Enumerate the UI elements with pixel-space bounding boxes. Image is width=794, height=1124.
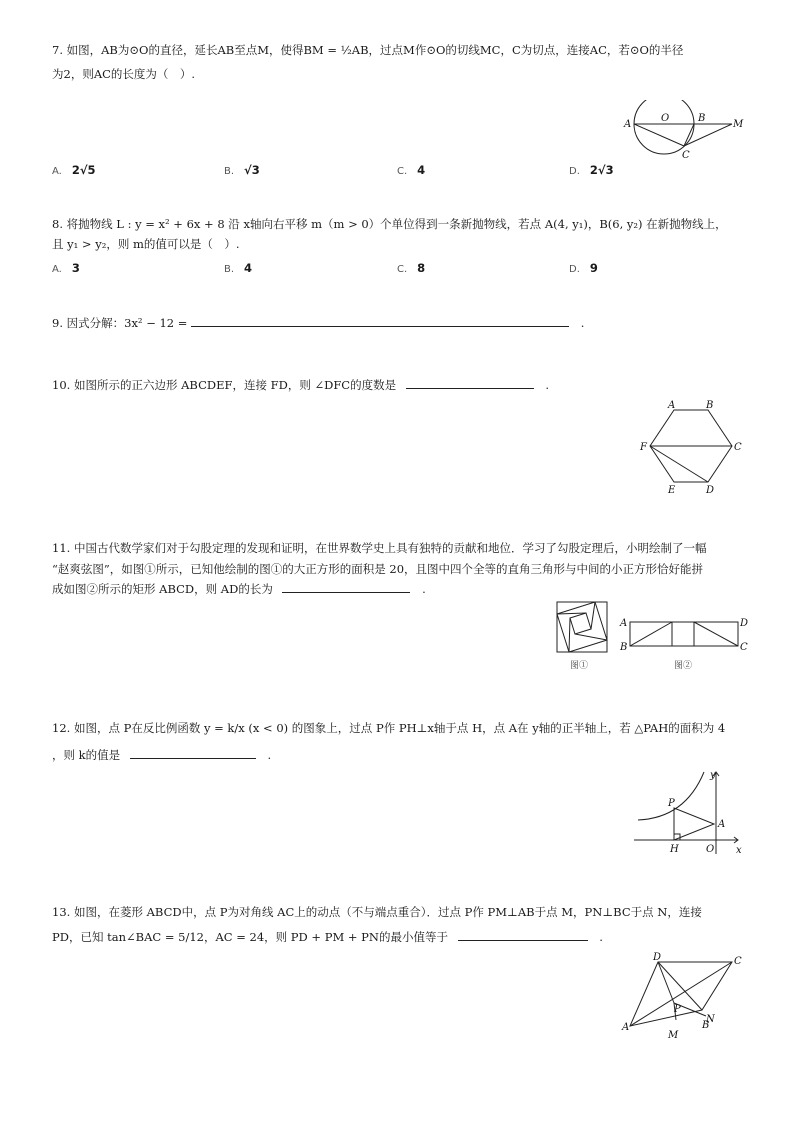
q8-line1: 8. 将抛物线 L : y = x² + 6x + 8 沿 x轴向右平移 m（m > 0）个单位得到一条新抛物线，若点 A(4, y₁)，B(6, y₂) 在新抛物线上，	[52, 217, 727, 231]
q11-line2: “赵爽弦图”，如图①所示，已知他绘制的图①的大正方形的面积是 20，且图中四个全等的直角三角形与中间的小正方形恰好能拼	[52, 562, 704, 576]
q12-label-y: y	[710, 770, 716, 781]
q12-answer-blank[interactable]	[130, 746, 256, 759]
q8-option-b[interactable]: B. 4	[224, 261, 253, 275]
q13-line2-wrap	[52, 928, 603, 945]
q12-line2-wrap	[52, 746, 271, 763]
q10-answer-blank[interactable]	[406, 376, 534, 389]
q13-label-n: N	[706, 1014, 715, 1025]
q8-option-d[interactable]: D. 9	[569, 261, 598, 275]
q13-label-c: C	[734, 956, 742, 967]
q11-label-a: A	[620, 618, 628, 629]
q7-option-b[interactable]: B. √3	[224, 163, 260, 177]
q7-option-a[interactable]: A. 2√5	[52, 163, 96, 177]
q12-end: .	[267, 748, 272, 762]
q7-label-b: B	[698, 113, 706, 124]
q12-label-h: H	[670, 844, 679, 855]
q13-answer-blank[interactable]	[458, 928, 588, 941]
q9-line	[52, 314, 584, 331]
q8-line2: 且 y₁ > y₂，则 m的值可以是（ ）.	[52, 237, 240, 251]
q12-label-x: x	[736, 845, 742, 856]
q12-line1: 12. 如图，点 P在反比例函数 y = k/x (x < 0) 的图象上，过点 P作 PH⊥x轴于点 H，点 A在 y轴的正半轴上，若 △PAH的面积为 4	[52, 721, 726, 735]
q7-label-c: C	[682, 150, 690, 161]
q11-label-b: B	[620, 642, 628, 653]
q7-label-a: A	[624, 119, 632, 130]
q8-option-c[interactable]: C. 8	[397, 261, 426, 275]
q11-figure2	[618, 612, 748, 672]
q10-label-c: C	[734, 442, 742, 453]
q13-label-m: M	[668, 1030, 679, 1041]
q7-line2: 为2，则AC的长度为（ ）.	[52, 67, 196, 81]
q7-option-d[interactable]: D. 2√3	[569, 163, 614, 177]
q13-figure	[620, 950, 750, 1042]
q7-label-o: O	[661, 113, 670, 124]
q10-end: .	[545, 378, 550, 392]
q13-end: .	[599, 930, 603, 944]
q7-label-m: M	[733, 119, 744, 130]
q13-line1: 13. 如图，在菱形 ABCD中，点 P为对角线 AC上的动点（不与端点重合）．过点 P作 PM⊥AB于点 M，PN⊥BC于点 N，连接	[52, 905, 702, 919]
q10-line	[52, 376, 549, 393]
q11-line1: 11. 中国古代数学家们对于勾股定理的发现和证明，在世界数学史上具有独特的贡献和地位．学习了勾股定理后，小明绘制了一幅	[52, 541, 707, 555]
q12-label-a: A	[718, 819, 726, 830]
q10-label-b: B	[706, 400, 714, 411]
q13-line2: PD，已知 tan∠BAC = 5/12，AC = 24，则 PD + PM + PN的最小值等于	[52, 930, 448, 944]
q12-line2: ，则 k的值是	[52, 748, 121, 762]
q7-option-c[interactable]: C. 4	[397, 163, 426, 177]
q7-figure	[620, 100, 750, 170]
q13-label-b: B	[702, 1020, 710, 1031]
q11-line3-wrap	[52, 580, 426, 597]
q11-label-c: C	[740, 642, 748, 653]
q10-text: 10. 如图所示的正六边形 ABCDEF，连接 FD，则 ∠DFC的度数是	[52, 378, 397, 392]
q12-figure	[630, 766, 750, 858]
q8-option-a[interactable]: A. 3	[52, 261, 80, 275]
q12-label-o: O	[706, 844, 715, 855]
q7-line1: 7. 如图，AB为⊙O的直径，延长AB至点M，使得BM = ½AB，过点M作⊙O的切线MC，C为切点，连接AC，若⊙O的半径	[52, 43, 684, 57]
q9-end: .	[580, 316, 585, 330]
q11-figure1	[552, 600, 612, 672]
q13-label-d: D	[653, 952, 662, 963]
q11-answer-blank[interactable]	[282, 580, 410, 593]
q10-figure	[636, 396, 748, 496]
q13-label-p: P	[674, 1004, 681, 1015]
q12-label-p: P	[668, 798, 675, 809]
q10-label-a: A	[668, 400, 676, 411]
q9-answer-blank[interactable]	[191, 314, 569, 327]
q11-caption-2: 图②	[674, 661, 693, 671]
q9-text: 9. 因式分解：3x² − 12 =	[52, 316, 188, 330]
q11-label-d: D	[740, 618, 748, 629]
q10-label-f: F	[640, 442, 647, 453]
q13-label-a: A	[622, 1022, 630, 1033]
q10-label-d: D	[706, 485, 715, 496]
q11-end: .	[422, 582, 426, 596]
q11-caption-1: 图①	[570, 661, 589, 671]
q11-line3: 成如图②所示的矩形 ABCD，则 AD的长为	[52, 582, 273, 596]
q10-label-e: E	[668, 485, 676, 496]
